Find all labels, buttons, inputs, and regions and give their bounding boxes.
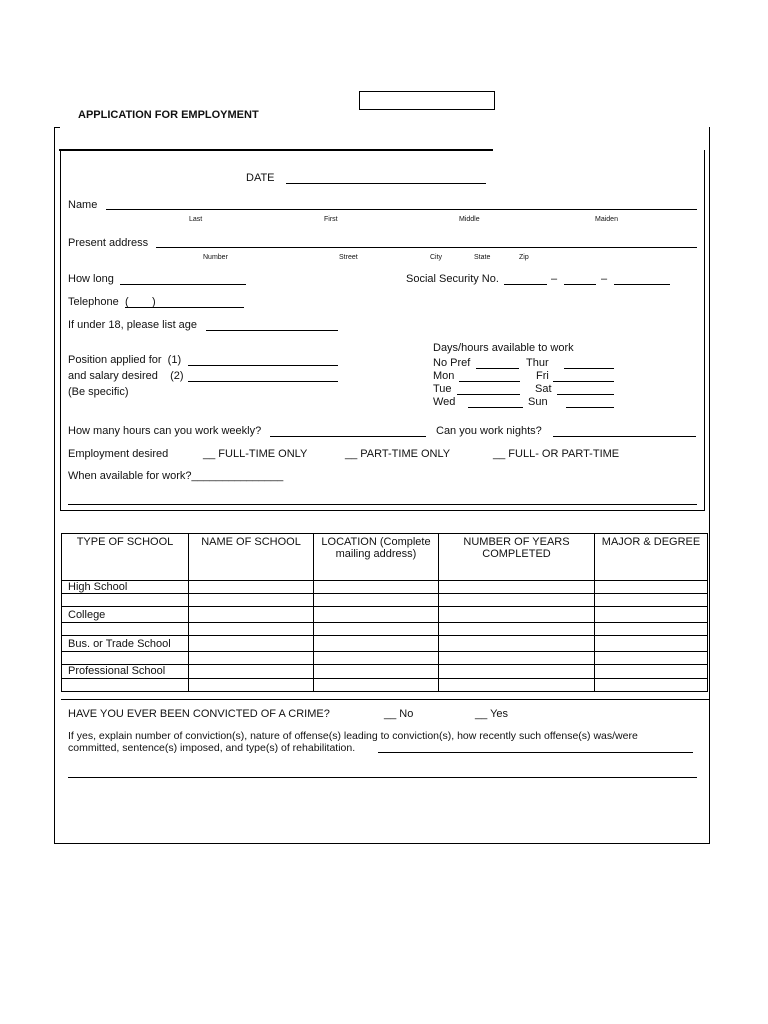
address-sub-city: City bbox=[430, 254, 443, 261]
ssn-label: Social Security No. bbox=[406, 273, 499, 285]
education-header-row bbox=[62, 534, 708, 581]
address-label: Present address bbox=[68, 237, 149, 249]
how-long-field[interactable] bbox=[120, 284, 246, 285]
name-label: Name bbox=[68, 199, 98, 211]
day-wed-label: Wed bbox=[433, 396, 456, 408]
table-cell[interactable] bbox=[595, 636, 708, 652]
table-cell[interactable] bbox=[62, 623, 189, 636]
address-sub-street: Street bbox=[339, 254, 358, 261]
row-label-high-school: High School bbox=[62, 581, 189, 594]
day-sun-field[interactable] bbox=[566, 407, 614, 408]
telephone-field[interactable] bbox=[125, 307, 244, 308]
table-cell[interactable] bbox=[439, 679, 595, 692]
table-cell[interactable] bbox=[189, 652, 314, 665]
table-cell[interactable] bbox=[314, 581, 439, 594]
frame-left bbox=[54, 127, 55, 843]
header-location: LOCATION (Complete mailing address) bbox=[314, 534, 439, 581]
table-cell[interactable] bbox=[189, 679, 314, 692]
day-nopref-field[interactable] bbox=[476, 368, 519, 369]
under18-field[interactable] bbox=[206, 330, 338, 331]
table-row bbox=[62, 679, 708, 692]
table-cell[interactable] bbox=[439, 581, 595, 594]
table-cell[interactable] bbox=[189, 636, 314, 652]
day-thur-field[interactable] bbox=[564, 368, 614, 369]
day-nopref-label: No Pref bbox=[433, 357, 471, 369]
conviction-question: HAVE YOU EVER BEEN CONVICTED OF A CRIME? bbox=[68, 708, 330, 720]
title-rule bbox=[59, 149, 493, 151]
row-label-professional-school: Professional School bbox=[62, 665, 189, 679]
frame-bottom bbox=[54, 843, 710, 844]
table-cell[interactable] bbox=[314, 679, 439, 692]
table-cell[interactable] bbox=[314, 607, 439, 623]
table-row bbox=[62, 607, 708, 623]
table-cell[interactable] bbox=[439, 623, 595, 636]
option-parttime[interactable]: __ PART-TIME ONLY bbox=[345, 448, 451, 460]
option-fulltime[interactable]: __ FULL-TIME ONLY bbox=[203, 448, 308, 460]
table-cell[interactable] bbox=[314, 636, 439, 652]
telephone-paren-close: ) bbox=[152, 296, 156, 308]
address-sub-number: Number bbox=[203, 254, 228, 261]
table-row bbox=[62, 665, 708, 679]
address-sub-zip: Zip bbox=[519, 254, 529, 261]
how-long-label: How long bbox=[68, 273, 114, 285]
header-years-completed: NUMBER OF YEARS COMPLETED bbox=[439, 534, 595, 581]
name-sub-last: Last bbox=[189, 216, 203, 223]
telephone-paren-open: ( bbox=[125, 296, 129, 308]
ssn-field-3[interactable] bbox=[614, 284, 670, 285]
row-label-college: College bbox=[62, 607, 189, 623]
position-label-2: and salary desired (2) bbox=[68, 370, 184, 382]
day-fri-label: Fri bbox=[536, 370, 549, 382]
ssn-field-2[interactable] bbox=[564, 284, 596, 285]
header-major-degree: MAJOR & DEGREE bbox=[595, 534, 708, 581]
conviction-explain-line1: If yes, explain number of conviction(s), nature of offense(s) leading to conviction(s), how recently such offense(s) was/were bbox=[68, 730, 638, 742]
table-cell[interactable] bbox=[439, 665, 595, 679]
table-cell[interactable] bbox=[314, 652, 439, 665]
table-row bbox=[62, 652, 708, 665]
conviction-yes-option[interactable]: __ Yes bbox=[475, 708, 509, 720]
table-cell[interactable] bbox=[62, 652, 189, 665]
date-label: DATE bbox=[246, 172, 275, 184]
ssn-dash-1: – bbox=[551, 273, 558, 285]
table-cell[interactable] bbox=[189, 594, 314, 607]
table-cell[interactable] bbox=[595, 665, 708, 679]
name-sub-middle: Middle bbox=[459, 216, 480, 223]
day-mon-label: Mon bbox=[433, 370, 455, 382]
table-cell[interactable] bbox=[439, 652, 595, 665]
day-tue-field[interactable] bbox=[457, 394, 520, 395]
table-cell[interactable] bbox=[62, 594, 189, 607]
table-row bbox=[62, 581, 708, 594]
hours-weekly-label: How many hours can you work weekly? bbox=[68, 425, 262, 437]
table-cell[interactable] bbox=[189, 623, 314, 636]
table-cell[interactable] bbox=[595, 623, 708, 636]
day-wed-field[interactable] bbox=[468, 407, 523, 408]
table-cell[interactable] bbox=[314, 623, 439, 636]
table-cell[interactable] bbox=[439, 607, 595, 623]
position-field-1[interactable] bbox=[188, 365, 338, 366]
education-table bbox=[61, 533, 708, 692]
frame-right bbox=[709, 127, 710, 843]
table-cell[interactable] bbox=[595, 679, 708, 692]
inner-left bbox=[60, 150, 61, 510]
day-fri-field[interactable] bbox=[553, 381, 614, 382]
table-cell[interactable] bbox=[314, 594, 439, 607]
table-cell[interactable] bbox=[595, 594, 708, 607]
name-sub-maiden: Maiden bbox=[595, 216, 618, 223]
table-cell[interactable] bbox=[595, 652, 708, 665]
conviction-explain-field-1[interactable] bbox=[378, 752, 693, 753]
name-sub-first: First bbox=[324, 216, 338, 223]
day-sun-label: Sun bbox=[528, 396, 548, 408]
ssn-field-1[interactable] bbox=[504, 284, 547, 285]
option-either[interactable]: __ FULL- OR PART-TIME bbox=[493, 448, 620, 460]
extra-line[interactable] bbox=[68, 504, 697, 505]
table-cell[interactable] bbox=[62, 679, 189, 692]
table-cell[interactable] bbox=[189, 607, 314, 623]
date-field[interactable] bbox=[286, 183, 486, 184]
form-id-box[interactable] bbox=[359, 91, 495, 110]
row-label-trade-school: Bus. or Trade School bbox=[62, 636, 189, 652]
conviction-rule bbox=[61, 699, 709, 700]
inner-right bbox=[704, 150, 705, 510]
when-available-label: When available for work?_______________ bbox=[68, 470, 284, 482]
table-cell[interactable] bbox=[189, 665, 314, 679]
position-field-2[interactable] bbox=[188, 381, 338, 382]
nights-field[interactable] bbox=[553, 436, 696, 437]
table-cell[interactable] bbox=[595, 607, 708, 623]
day-sat-label: Sat bbox=[535, 383, 552, 395]
inner-bottom bbox=[60, 510, 705, 511]
day-sat-field[interactable] bbox=[557, 394, 614, 395]
table-cell[interactable] bbox=[189, 581, 314, 594]
name-field[interactable] bbox=[106, 209, 697, 210]
conviction-no-option[interactable]: __ No bbox=[384, 708, 414, 720]
header-name-of-school: NAME OF SCHOOL bbox=[189, 534, 314, 581]
days-title: Days/hours available to work bbox=[433, 342, 574, 354]
table-row bbox=[62, 636, 708, 652]
ssn-dash-2: – bbox=[601, 273, 608, 285]
conviction-explain-field-2[interactable] bbox=[68, 777, 697, 778]
employment-label: Employment desired bbox=[68, 448, 169, 460]
under18-label: If under 18, please list age bbox=[68, 319, 198, 331]
table-cell[interactable] bbox=[595, 581, 708, 594]
table-cell[interactable] bbox=[314, 665, 439, 679]
address-field[interactable] bbox=[156, 247, 697, 248]
hours-weekly-field[interactable] bbox=[270, 436, 426, 437]
table-cell[interactable] bbox=[439, 594, 595, 607]
position-label-3: (Be specific) bbox=[68, 386, 129, 398]
day-mon-field[interactable] bbox=[459, 381, 520, 382]
telephone-label: Telephone bbox=[68, 296, 119, 308]
conviction-explain-line2: committed, sentence(s) imposed, and type(s) of rehabilitation. bbox=[68, 742, 356, 754]
address-sub-state: State bbox=[474, 254, 491, 261]
header-type-of-school: TYPE OF SCHOOL bbox=[62, 534, 189, 581]
table-row bbox=[62, 594, 708, 607]
table-cell[interactable] bbox=[439, 636, 595, 652]
form-title: APPLICATION FOR EMPLOYMENT bbox=[78, 109, 259, 121]
day-thur-label: Thur bbox=[526, 357, 549, 369]
table-row bbox=[62, 623, 708, 636]
nights-label: Can you work nights? bbox=[436, 425, 542, 437]
day-tue-label: Tue bbox=[433, 383, 452, 395]
position-label-1: Position applied for (1) bbox=[68, 354, 182, 366]
